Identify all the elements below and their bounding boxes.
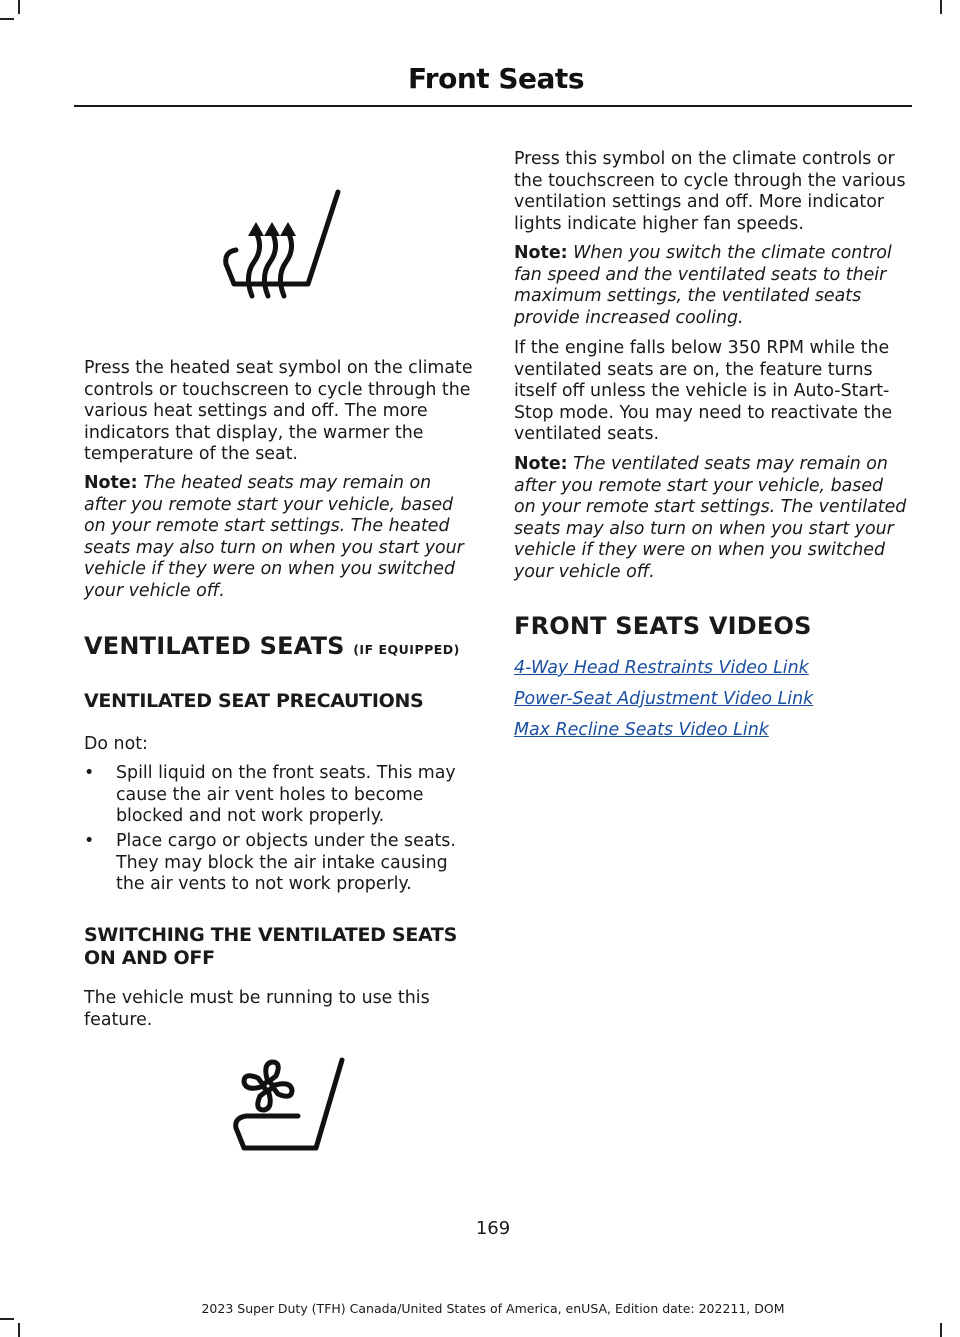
- heated-seat-paragraph: Press the heated seat symbol on the climate controls or touchscreen to cycle through the various heat settings and off. The more indicators that display, the warmer the temperature of the seat.: [84, 358, 473, 464]
- crop-mark-top-left-h: [0, 18, 14, 20]
- rpm-paragraph: If the engine falls below 350 RPM while the ventilated seats are on, the feature turns itself off unless the vehicle is in Auto-Start-Stop mode. You may need to reactivate the ventilated seats.: [514, 338, 893, 444]
- heated-seat-icon: [218, 184, 358, 300]
- subheading-precautions: VENTILATED SEAT PRECAUTIONS: [84, 690, 424, 712]
- video-link-power-seat[interactable]: Power-Seat Adjustment Video Link: [514, 689, 814, 709]
- do-not-label: Do not:: [84, 734, 148, 754]
- note-text: The heated seats may remain on after you remote start your vehicle, based on your remote start settings. The heated seats may also turn on when you start your vehicle if they were on when you switched your vehicle off.: [84, 473, 464, 601]
- page-number: 169: [475, 1218, 511, 1239]
- video-link-head-restraints[interactable]: 4-Way Head Restraints Video Link: [514, 658, 809, 678]
- section-heading-videos: FRONT SEATS VIDEOS: [514, 612, 812, 640]
- crop-mark-bottom-left-v: [18, 1323, 20, 1337]
- note-text: When you switch the climate control fan speed and the ventilated seats to their maximum settings, the ventilated seats provide increased cooling.: [514, 243, 892, 328]
- note-climate-control: [514, 243, 908, 329]
- crop-mark-bottom-left-h: [0, 1318, 14, 1320]
- list-item-text: Place cargo or objects under the seats. They may block the air intake causing the air vents to not work properly.: [116, 831, 456, 894]
- running-paragraph: The vehicle must be running to use this feature.: [84, 988, 430, 1030]
- bullet-dot: •: [84, 763, 95, 783]
- header-divider: [74, 105, 912, 107]
- note-label: Note:: [514, 243, 568, 263]
- note-remote-start: [514, 454, 908, 583]
- note-label: Note:: [514, 454, 568, 474]
- press-symbol-paragraph: Press this symbol on the climate controls or the touchscreen to cycle through the various ventilation settings and off. More indicator lights indicate higher fan speeds.: [514, 149, 906, 234]
- video-link-max-recline[interactable]: Max Recline Seats Video Link: [514, 720, 769, 740]
- list-item: [84, 763, 476, 828]
- crop-mark-bottom-right-v: [940, 1323, 942, 1337]
- page-footer: 2023 Super Duty (TFH) Canada/United States of America, enUSA, Edition date: 202211, DOM: [201, 1301, 785, 1316]
- heading-text: VENTILATED SEATS: [84, 632, 345, 660]
- crop-mark-top-left-v: [18, 0, 20, 14]
- list-item-text: Spill liquid on the front seats. This may cause the air vent holes to become blocked and not work properly.: [116, 763, 456, 826]
- page-title: Front Seats: [407, 62, 584, 95]
- subheading-switching: SWITCHING THE VENTILATED SEATS ON AND OFF: [84, 924, 457, 969]
- crop-mark-top-right-v: [940, 0, 942, 14]
- note-label: Note:: [84, 473, 138, 493]
- list-item: [84, 831, 476, 896]
- section-heading-ventilated-seats: [84, 632, 460, 660]
- ventilated-seat-icon: [228, 1056, 350, 1156]
- note-heated-seats: [84, 473, 476, 602]
- bullet-dot: •: [84, 831, 95, 851]
- heading-qualifier: (IF EQUIPPED): [353, 642, 460, 657]
- note-text: The ventilated seats may remain on after you remote start your vehicle, based on your remote start settings. The ventilated seats may also turn on when you start your vehicle if they were on when you switched your vehicle off.: [514, 454, 907, 582]
